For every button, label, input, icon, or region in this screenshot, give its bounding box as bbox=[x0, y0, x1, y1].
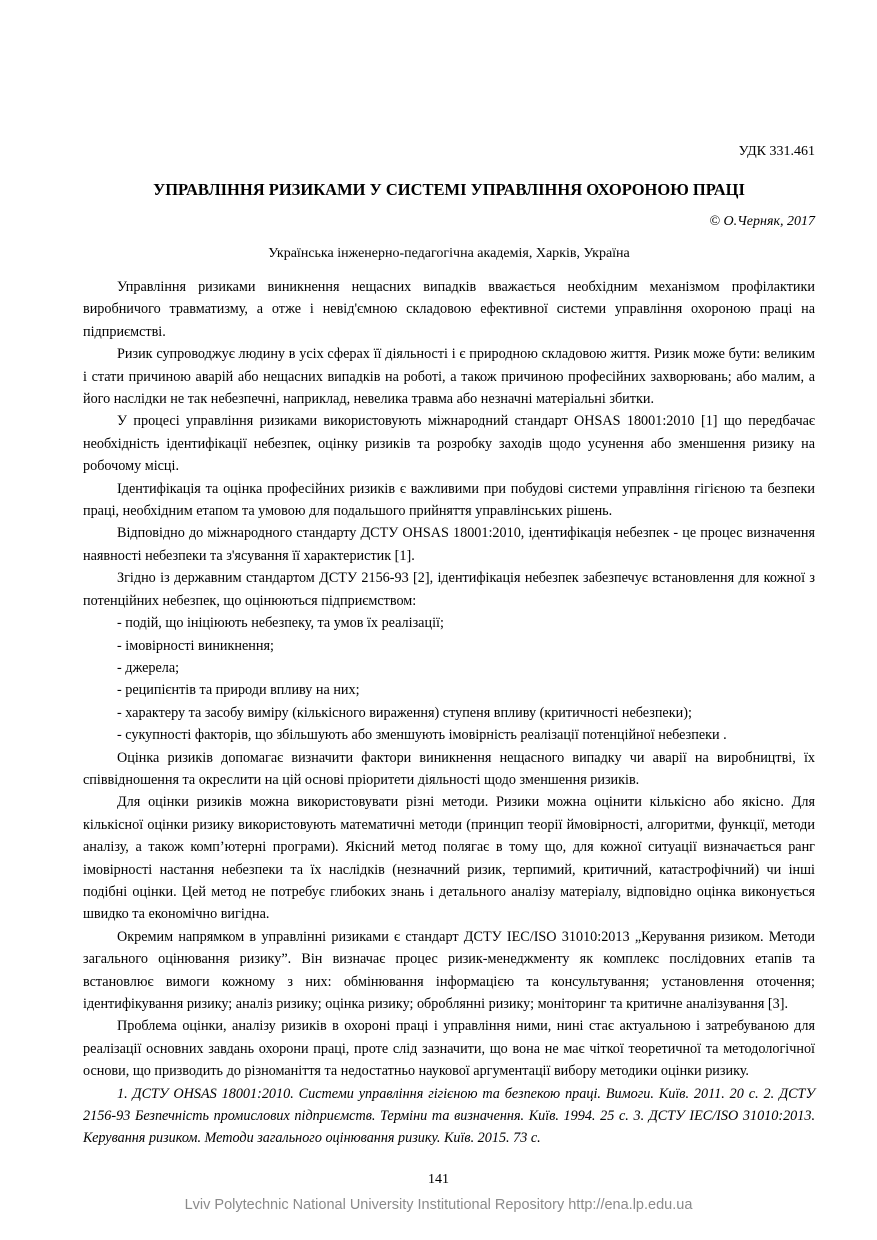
paragraph: Управління ризиками виникнення нещасних випадків вважається необхідним механізмом профілактики виробничого травматизму, а отже і невід'ємною складовою ефективної системи управління охороною праці на підприємстві. bbox=[83, 279, 815, 340]
affiliation: Українська інженерно-педагогічна академія, Харків, Україна bbox=[268, 246, 630, 261]
list-item: - джерела; bbox=[117, 659, 180, 676]
article-body bbox=[83, 276, 815, 1150]
page-number: 141 bbox=[428, 1172, 449, 1187]
paragraph: Згідно із державним стандартом ДСТУ 2156-93 [2], ідентифікація небезпек забезпечує встановлення для кожної з потенційних небезпек, що оцінюються підприємством: bbox=[83, 570, 815, 609]
list-item: - сукупності факторів, що збільшують або зменшують імовірність реалізації потенційної небезпеки . bbox=[117, 727, 727, 744]
udk-code: УДК 331.461 bbox=[738, 144, 815, 159]
list-item: - імовірності виникнення; bbox=[117, 637, 274, 654]
list-item: - подій, що ініціюють небезпеку, та умов їх реалізації; bbox=[117, 615, 444, 632]
paragraph: Ідентифікація та оцінка професійних ризиків є важливими при побудові системи управління гігієною та безпеки праці, необхідним етапом та умовою для подальшого прийняття управлінських рішень. bbox=[83, 480, 815, 520]
repository-footer: Lviv Polytechnic National University Institutional Repository http://ena.lp.edu.ua bbox=[184, 1197, 693, 1213]
paragraph: Проблема оцінки, аналізу ризиків в охороні праці і управління ними, нині стає актуальною і затребуваною для реалізації основних завдань охорони праці, проте слід зазначити, що вона не має чіткої теоретичної та методологічної основи, що призводить до різноманіття та недостатньо наукової аргументації вибору методики оцінки ризику. bbox=[83, 1018, 815, 1080]
list-item: - реципієнтів та природи впливу на них; bbox=[117, 682, 360, 699]
paragraph: Окремим напрямком в управлінні ризиками є стандарт ДСТУ IEC/ISO 31010:2013 „Керування ризиком. Методи загального оцінювання ризику”. Він визначає процес ризик-менеджменту як комплекс послідовних етапів та встановлює вимоги кожному з них: обмінювання інформацією та консультування; установлення оточення; ідентифікування ризику; аналіз ризику; оцінка ризику; оброблянні ризику; моніторинг та критичне аналізування [3]. bbox=[83, 928, 815, 1012]
paragraph: У процесі управління ризиками використовують міжнародний стандарт OHSAS 18001:2010 [1] що передбачає необхідність ідентифікації небезпек, оцінку ризиків та розробку заходів щодо усунення або зменшення ризику на робочому місці. bbox=[83, 413, 815, 475]
list-item: - характеру та засобу виміру (кількісного вираження) ступеня впливу (критичності небезпеки); bbox=[117, 704, 692, 721]
references: 1. ДСТУ OHSAS 18001:2010. Системи управління гігієною та безпекою праці. Вимоги. Київ. 2011. 20 с. 2. ДСТУ 2156-93 Безпечність промислових підприємств. Терміни та визначення. Київ. 1994. 25 с. 3. ДСТУ IEC/ISO 31010:2013. Керування ризиком. Методи загального оцінювання ризику. Київ. 2015. 73 с. bbox=[83, 1085, 815, 1147]
paragraph: Відповідно до міжнародного стандарту ДСТУ OHSAS 18001:2010, ідентифікація небезпек - це процес визначення наявності небезпеки та з'ясування її характеристик [1]. bbox=[83, 525, 815, 564]
article-title: УПРАВЛІННЯ РИЗИКАМИ У СИСТЕМІ УПРАВЛІННЯ ОХОРОНОЮ ПРАЦІ bbox=[153, 180, 745, 199]
paragraph: Ризик супроводжує людину в усіх сферах її діяльності і є природною складовою життя. Ризик може бути: великим і стати причиною аварій або нещасних випадків на роботі, а також причиною професійних захворювань; або малим, а його наслідки не так небезпечні, наприклад, невелика травма або незначні матеріальні збитки. bbox=[83, 346, 815, 408]
author-copyright: © О.Черняк, 2017 bbox=[709, 214, 815, 229]
paragraph: Оцінка ризиків допомагає визначити фактори виникнення нещасного випадку чи аварії на виробництві, їх співвідношення та окреслити на цій основі пріоритети діяльності щодо зменшення ризиків. bbox=[83, 749, 815, 788]
paragraph: Для оцінки ризиків можна використовувати різні методи. Ризики можна оцінити кількісно або якісно. Для кількісної оцінки ризику використовують математичні методи (принцип теорії ймовірності, алгоритми, функції, методи аналізу, а також комп’ютерні програми). Якісний метод полягає в тому що, для кожної ситуації визначається ранг імовірності настання небезпеки та їх наслідків (незначний ризик, терпимий, критичний, катастрофічний) чи інші подібні оцінки. Цей метод не потребує глибоких знань і детального аналізу матеріалу, відповідно оцінка виконується швидко та економічно вигідна. bbox=[83, 794, 815, 923]
